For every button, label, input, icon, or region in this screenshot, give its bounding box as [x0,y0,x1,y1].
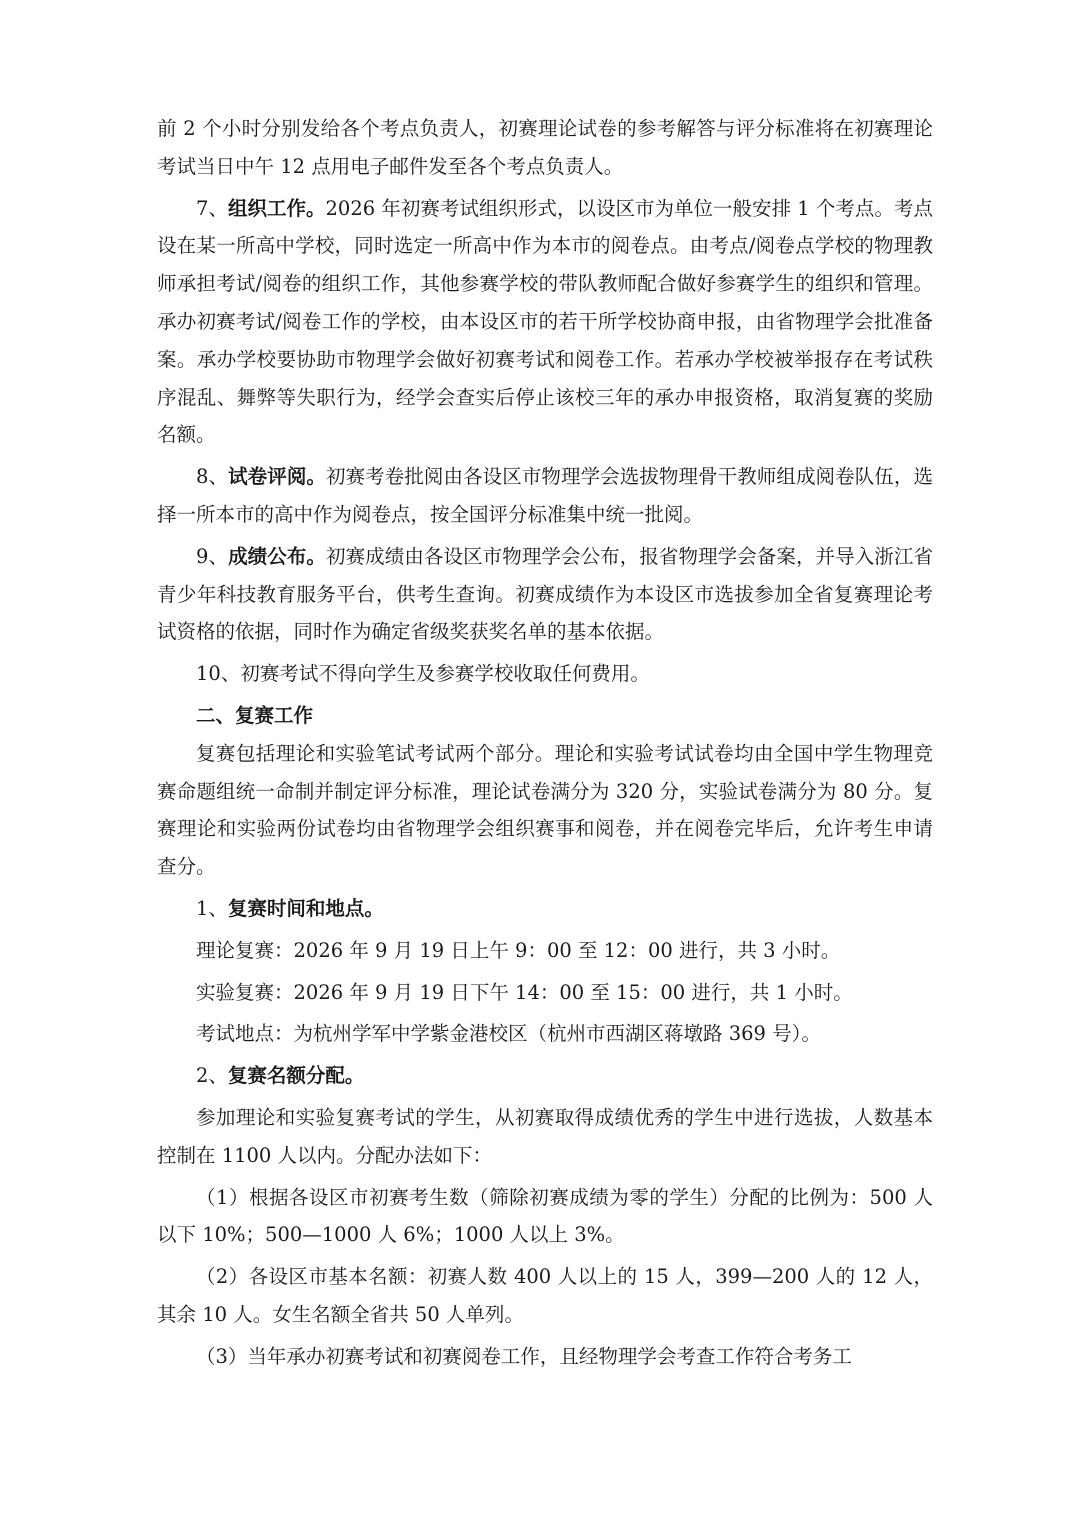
paragraph-results [157,538,933,651]
paragraph-fees [157,655,933,693]
paragraph-quota-rule-1 [157,1179,933,1255]
paragraph-experiment-time [157,974,933,1012]
paragraph-text: 理论复赛：2026 年 9 月 19 日上午 9：00 至 12：00 进行，共 3 小时。 [196,938,841,962]
paragraph-text: 复赛包括理论和实验笔试考试两个部分。理论和实验考试试卷均由全国中学生物理竞赛命题组统一命制并制定评分标准，理论试卷满分为 320 分，实验试卷满分为 80 分。复赛理论和实验两份试卷均由省物理学会组织赛事和阅卷，并在阅卷完毕后，允许考生申请查分。 [157,741,933,879]
item-heading: 组织工作。 [227,196,326,220]
paragraph-text: （2）各设区市基本名额：初赛人数 400 人以上的 15 人，399—200 人的 12 人，其余 10 人。女生名额全省共 50 人单列。 [157,1265,933,1326]
paragraph-time-place-heading [157,890,933,928]
item-number: 8、 [196,465,229,489]
paragraph-text: 参加理论和实验复赛考试的学生，从初赛取得成绩优秀的学生中进行选拔，人数基本控制在 1100 人以内。分配办法如下： [157,1105,933,1167]
item-heading: 成绩公布。 [228,544,326,568]
paragraph-quota-intro [157,1099,933,1175]
paragraph-text: （1）根据各设区市初赛考生数（筛除初赛成绩为零的学生）分配的比例为：500 人以下 10%；500—1000 人 6%；1000 人以上 3%。 [157,1185,933,1247]
paragraph-text: 考试地点：为杭州学军中学紫金港校区（杭州市西湖区蒋墩路 369 号）。 [196,1022,821,1046]
paragraph-semifinal-intro [157,735,933,886]
paragraph-organization [157,190,933,455]
paragraph-quota-rule-3 [157,1338,933,1376]
document-body [157,110,933,1376]
item-number: 7、 [196,196,228,220]
paragraph-text: 10、初赛考试不得向学生及参赛学校收取任何费用。 [196,662,650,686]
paragraph-quota-heading [157,1057,933,1095]
paragraph-text: 2026 年初赛考试组织形式，以设区市为单位一般安排 1 个考点。考点设在某一所高中学校，同时选定一所高中作为本市的阅卷点。由考点/阅卷点学校的物理教师承担考试/阅卷的组织工作，其他参赛学校的带队教师配合做好参赛学生的组织和管理。承办初赛考试/阅卷工作的学校，由本设区市的若干所学校协商申报，由省物理学会批准备案。承办学校要协助市物理学会做好初赛考试和阅卷工作。若承办学校被举报存在考试秩序混乱、舞弊等失职行为，经学会查实后停止该校三年的承办申报资格，取消复赛的奖励名额。 [157,196,933,447]
item-heading: 复赛名额分配。 [227,1064,365,1088]
item-heading: 试卷评阅。 [228,465,326,489]
paragraph-text: 初赛考卷批阅由各设区市物理学会选拔物理骨干教师组成阅卷队伍，选择一所本市的高中作为阅卷点，按全国评分标准集中统一批阅。 [157,465,933,526]
paragraph-quota-rule-2 [157,1258,933,1334]
paragraph-grading [157,458,933,534]
paragraph-theory-time [157,932,933,970]
paragraph-text: 前 2 个小时分别发给各个考点负责人，初赛理论试卷的参考解答与评分标准将在初赛理论考试当日中午 12 点用电子邮件发至各个考点负责人。 [157,117,933,178]
section-heading-semifinal [157,697,933,735]
item-number: 9、 [196,544,229,568]
paragraph-exam-location [157,1015,933,1053]
item-number: 2、 [196,1064,228,1088]
paragraph-text: 实验复赛：2026 年 9 月 19 日下午 14：00 至 15：00 进行，共 1 小时。 [196,980,853,1004]
paragraph-continuation [157,110,933,186]
paragraph-text: 初赛成绩由各设区市物理学会公布，报省物理学会备案，并导入浙江省青少年科技教育服务平台，供考生查询。初赛成绩作为本设区市选拔参加全省复赛理论考试资格的依据，同时作为确定省级奖获奖名单的基本依据。 [157,544,933,644]
section-heading: 二、复赛工作 [196,703,314,727]
item-heading: 复赛时间和地点。 [227,896,384,920]
paragraph-text: （3）当年承办初赛考试和初赛阅卷工作，且经物理学会考查工作符合考务工 [196,1344,852,1368]
item-number: 1、 [196,896,228,920]
